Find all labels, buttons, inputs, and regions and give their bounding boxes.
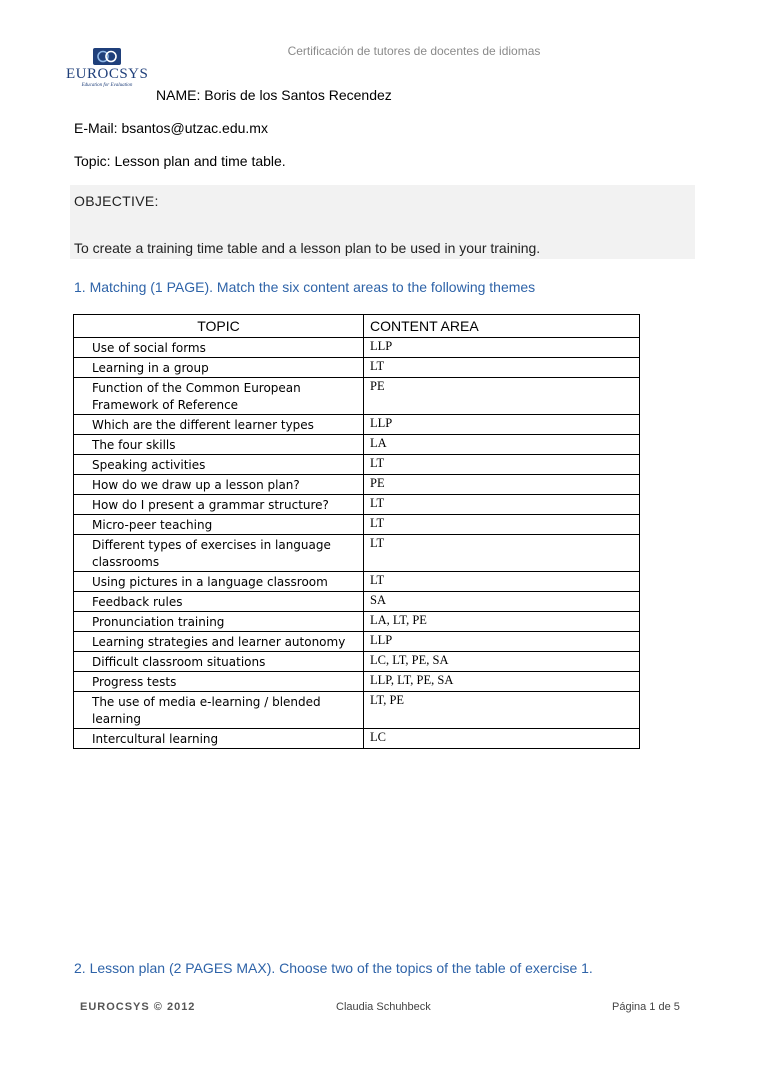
table-row bbox=[74, 692, 640, 729]
table-row bbox=[74, 455, 640, 475]
student-email: E-Mail: bsantos@utzac.edu.mx bbox=[74, 120, 268, 136]
table-row bbox=[74, 435, 640, 455]
objective-label: OBJECTIVE: bbox=[74, 193, 159, 209]
content-area-cell: LC bbox=[364, 729, 640, 749]
content-area-cell: LLP, LT, PE, SA bbox=[364, 672, 640, 692]
table-row bbox=[74, 535, 640, 572]
table-row bbox=[74, 672, 640, 692]
topic-cell: Learning in a group bbox=[74, 358, 364, 378]
content-area-cell: PE bbox=[364, 475, 640, 495]
topic-cell: The use of media e-learning / blended learning bbox=[74, 692, 364, 729]
topic-column-header: TOPIC bbox=[74, 315, 364, 338]
area-column-header: CONTENT AREA bbox=[364, 315, 640, 338]
document-topic: Topic: Lesson plan and time table. bbox=[74, 153, 286, 169]
topic-cell: How do we draw up a lesson plan? bbox=[74, 475, 364, 495]
eurocsys-logo bbox=[66, 46, 148, 92]
topic-cell: The four skills bbox=[74, 435, 364, 455]
content-area-cell: LA bbox=[364, 435, 640, 455]
topic-cell: Pronunciation training bbox=[74, 612, 364, 632]
content-area-cell: SA bbox=[364, 592, 640, 612]
topic-cell: Progress tests bbox=[74, 672, 364, 692]
table-row bbox=[74, 415, 640, 435]
table-row bbox=[74, 495, 640, 515]
header-title: Certificación de tutores de docentes de idiomas bbox=[287, 44, 541, 58]
content-area-cell: LT bbox=[364, 572, 640, 592]
table-row bbox=[74, 612, 640, 632]
topic-cell: Using pictures in a language classroom bbox=[74, 572, 364, 592]
topic-cell: Which are the different learner types bbox=[74, 415, 364, 435]
footer-page-number: Página 1 de 5 bbox=[612, 1001, 680, 1013]
content-area-cell: LT bbox=[364, 358, 640, 378]
footer-copyright: EUROCSYS © 2012 bbox=[80, 1001, 196, 1013]
content-area-cell: LT, PE bbox=[364, 692, 640, 729]
topic-cell: Micro-peer teaching bbox=[74, 515, 364, 535]
table-body bbox=[74, 338, 640, 749]
topic-cell: Use of social forms bbox=[74, 338, 364, 358]
topic-cell: Feedback rules bbox=[74, 592, 364, 612]
table-row bbox=[74, 729, 640, 749]
logo-tagline: Education for Evaluation bbox=[81, 83, 133, 88]
table-row bbox=[74, 378, 640, 415]
table-row bbox=[74, 592, 640, 612]
table-row bbox=[74, 338, 640, 358]
topic-cell: Function of the Common European Framework of Reference bbox=[74, 378, 364, 415]
table-row bbox=[74, 515, 640, 535]
section-1-title: 1. Matching (1 PAGE). Match the six content areas to the following themes bbox=[74, 279, 536, 295]
topic-cell: Speaking activities bbox=[74, 455, 364, 475]
student-name: NAME: Boris de los Santos Recendez bbox=[156, 87, 392, 103]
logo-emblem-icon bbox=[66, 46, 148, 68]
topic-cell: Different types of exercises in language classrooms bbox=[74, 535, 364, 572]
content-area-cell: LT bbox=[364, 495, 640, 515]
content-area-cell: LLP bbox=[364, 338, 640, 358]
topic-cell: Difficult classroom situations bbox=[74, 652, 364, 672]
section-2-title: 2. Lesson plan (2 PAGES MAX). Choose two of the topics of the table of exercise 1. bbox=[74, 960, 593, 976]
topic-cell: Intercultural learning bbox=[74, 729, 364, 749]
content-area-cell: LT bbox=[364, 535, 640, 572]
content-area-cell: LLP bbox=[364, 415, 640, 435]
content-area-cell: LT bbox=[364, 515, 640, 535]
topic-cell: Learning strategies and learner autonomy bbox=[74, 632, 364, 652]
table-row bbox=[74, 572, 640, 592]
table-row bbox=[74, 652, 640, 672]
content-area-cell: LA, LT, PE bbox=[364, 612, 640, 632]
content-area-cell: PE bbox=[364, 378, 640, 415]
content-area-cell: LLP bbox=[364, 632, 640, 652]
table-row bbox=[74, 358, 640, 378]
table-header-row bbox=[74, 315, 640, 338]
table-row bbox=[74, 632, 640, 652]
matching-table bbox=[73, 314, 640, 749]
content-area-cell: LC, LT, PE, SA bbox=[364, 652, 640, 672]
table-row bbox=[74, 475, 640, 495]
footer-author: Claudia Schuhbeck bbox=[336, 1001, 431, 1013]
content-area-cell: LT bbox=[364, 455, 640, 475]
logo-wordmark: EUROCSYS bbox=[66, 66, 149, 82]
topic-cell: How do I present a grammar structure? bbox=[74, 495, 364, 515]
objective-text: To create a training time table and a lesson plan to be used in your training. bbox=[74, 240, 541, 256]
